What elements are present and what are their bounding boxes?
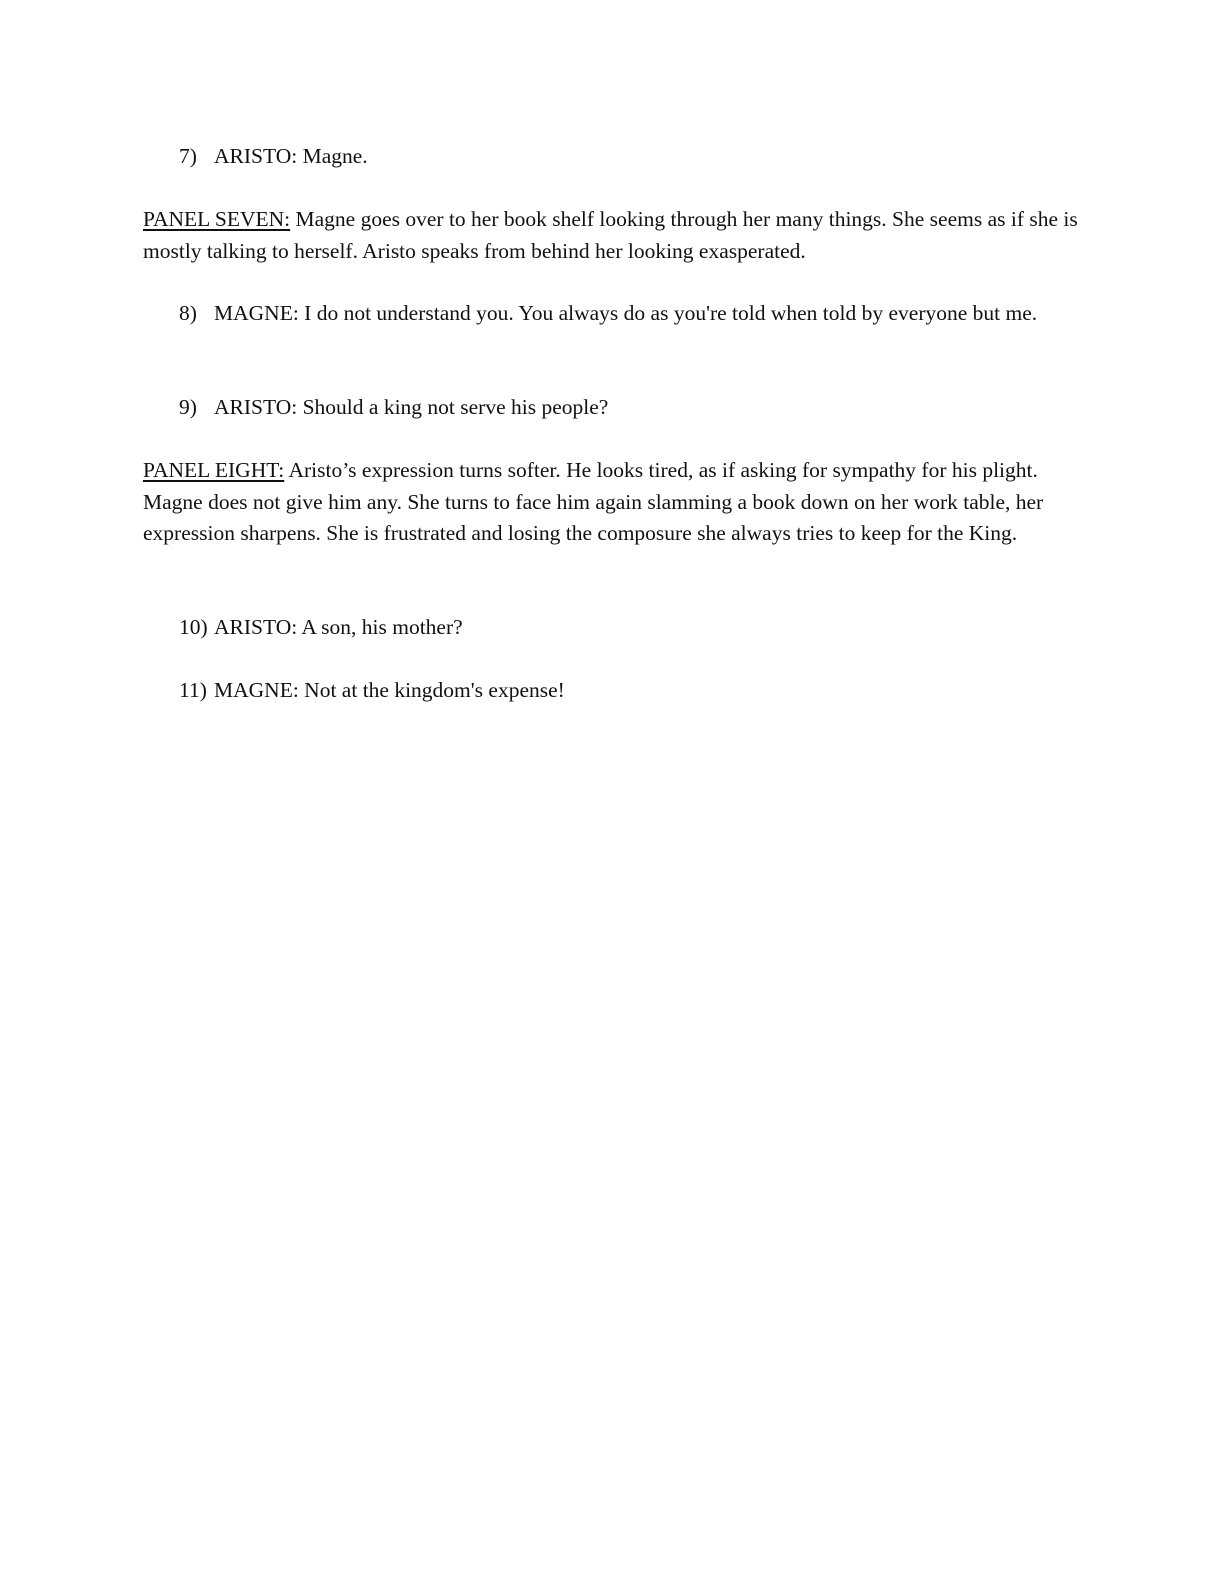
panel-body: Magne goes over to her book shelf looking through her many things. She seems as if she is mostly talking to herself. Aristo speaks from behind her looking exasperated. — [143, 207, 1078, 263]
panel-heading: PANEL EIGHT: — [143, 458, 285, 482]
line-number: 7) — [179, 144, 197, 168]
dialogue-text: MAGNE: I do not understand you. You always do as you're told when told by everyone but me. — [214, 301, 1038, 325]
line-number: 8) — [179, 301, 197, 325]
panel-eight-description — [143, 455, 1078, 550]
line-number: 9) — [179, 395, 197, 419]
dialogue-text: ARISTO: A son, his mother? — [214, 615, 463, 639]
dialogue-text: MAGNE: Not at the kingdom's expense! — [214, 678, 565, 702]
line-number: 11) — [179, 678, 207, 702]
panel-seven-description — [143, 204, 1078, 267]
panel-heading: PANEL SEVEN: — [143, 207, 291, 231]
dialogue-line-9 — [179, 392, 1069, 424]
line-number: 10) — [179, 615, 208, 639]
dialogue-text: ARISTO: Should a king not serve his people? — [214, 395, 609, 419]
panel-body: Aristo’s expression turns softer. He looks tired, as if asking for sympathy for his plight. Magne does not give him any. She turns to face him again slamming a book down on her work table, her expression sharpens. She is frustrated and losing the composure she always tries to keep for the King. — [143, 458, 1044, 545]
dialogue-line-11 — [179, 675, 1069, 707]
dialogue-line-10 — [179, 612, 1069, 644]
dialogue-line-8 — [179, 298, 1069, 330]
dialogue-line-7 — [179, 141, 1069, 173]
dialogue-text: ARISTO: Magne. — [214, 144, 368, 168]
